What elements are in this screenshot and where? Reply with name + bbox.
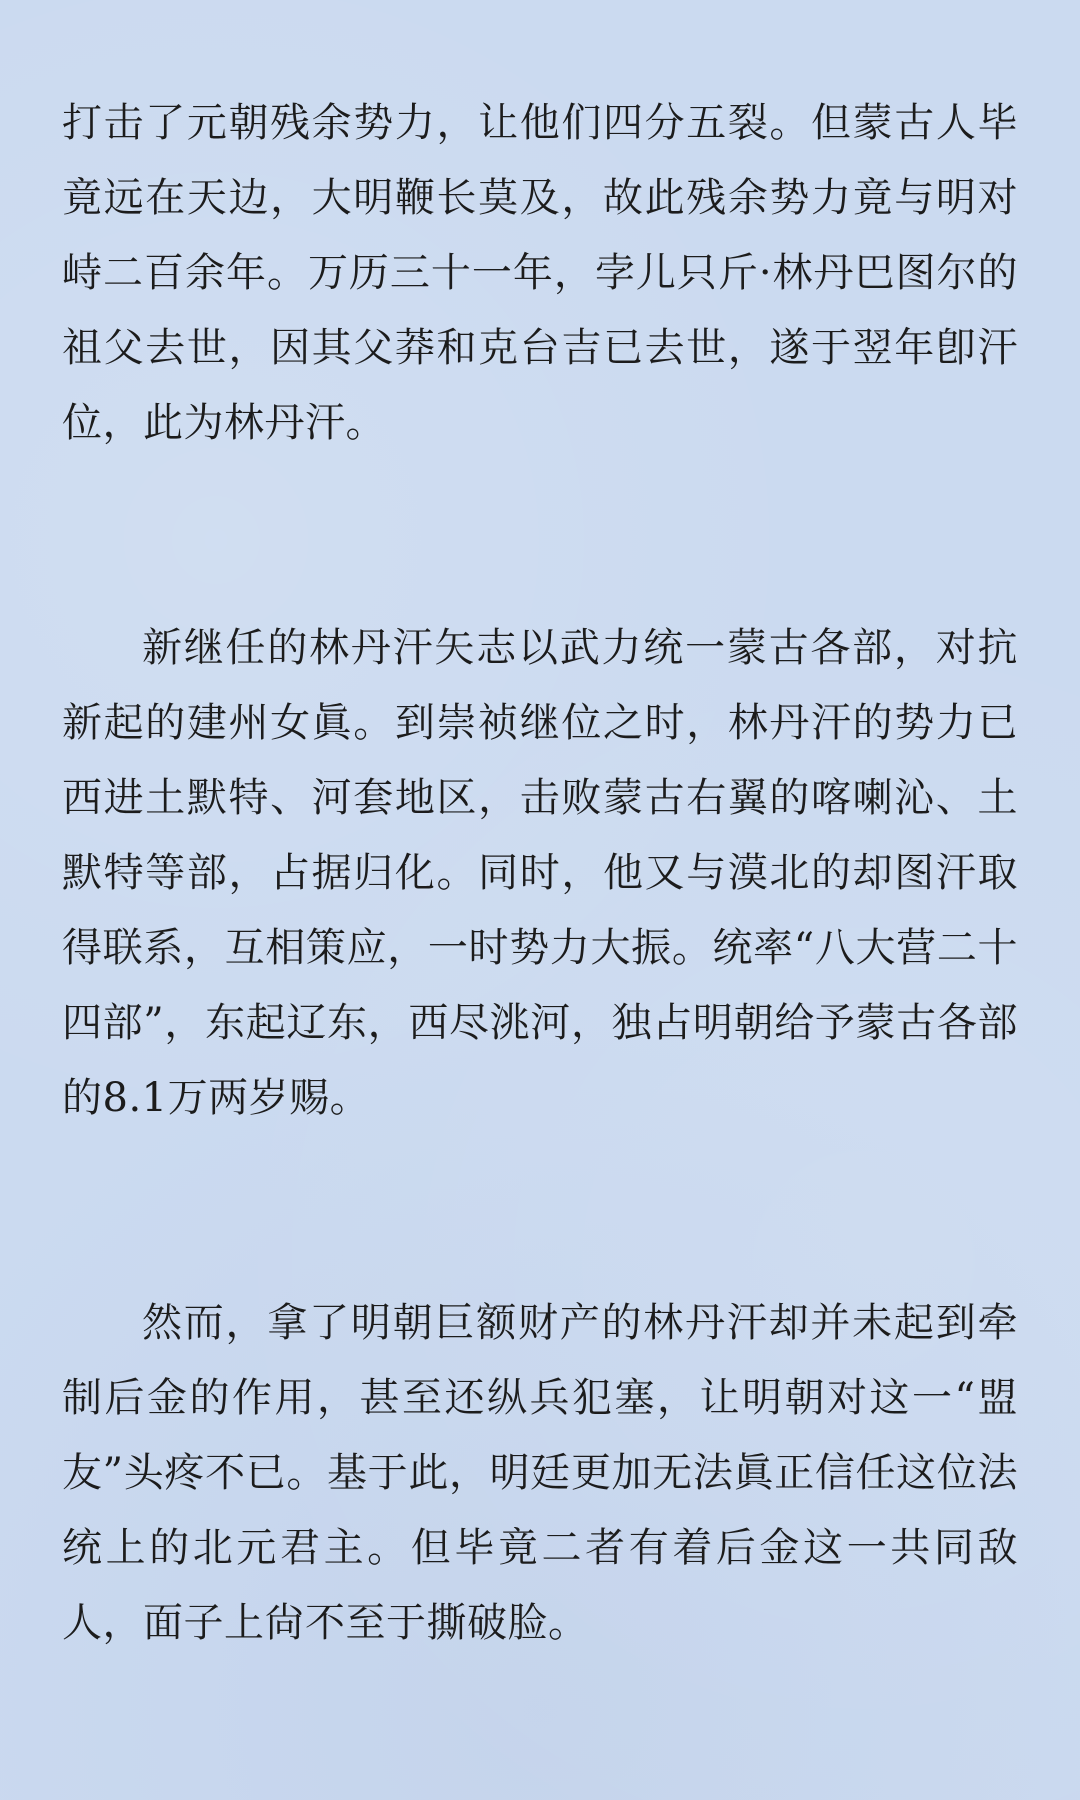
paragraph-3: 然而，拿了明朝巨额财产的林丹汗却并未起到牵制后金的作用，甚至还纵兵犯塞，让明朝对这一“盟友”头疼不已。基于此，明廷更加无法眞正信任这位法统上的北元君主。但毕竟二者有着后金这一共同敌人，面子上尙不至于撕破脸。: [62, 1300, 1018, 1646]
paragraph-2: 新继任的林丹汗矢志以武力统一蒙古各部，对抗新起的建州女眞。到崇祯继位之时，林丹汗的势力已西进土默特、河套地区，击败蒙古右翼的喀喇沁、土默特等部，占据归化。同时，他又与漠北的却图汗取得联系，互相策应，一时势力大振。统率“八大营二十四部”，东起辽东，西尽洮河，独占明朝给予蒙古各部的8.1万两岁赐。: [62, 625, 1018, 1121]
article-body: [62, 86, 1018, 1661]
paragraph-1: 打击了元朝残余势力，让他们四分五裂。但蒙古人毕竟远在天边，大明鞭长莫及，故此残余势力竟与明对峙二百余年。万历三十一年，孛儿只斤·林丹巴图尔的祖父去世，因其父莽和克台吉已去世，遂于翌年卽汗位，此为林丹汗。: [62, 100, 1018, 446]
